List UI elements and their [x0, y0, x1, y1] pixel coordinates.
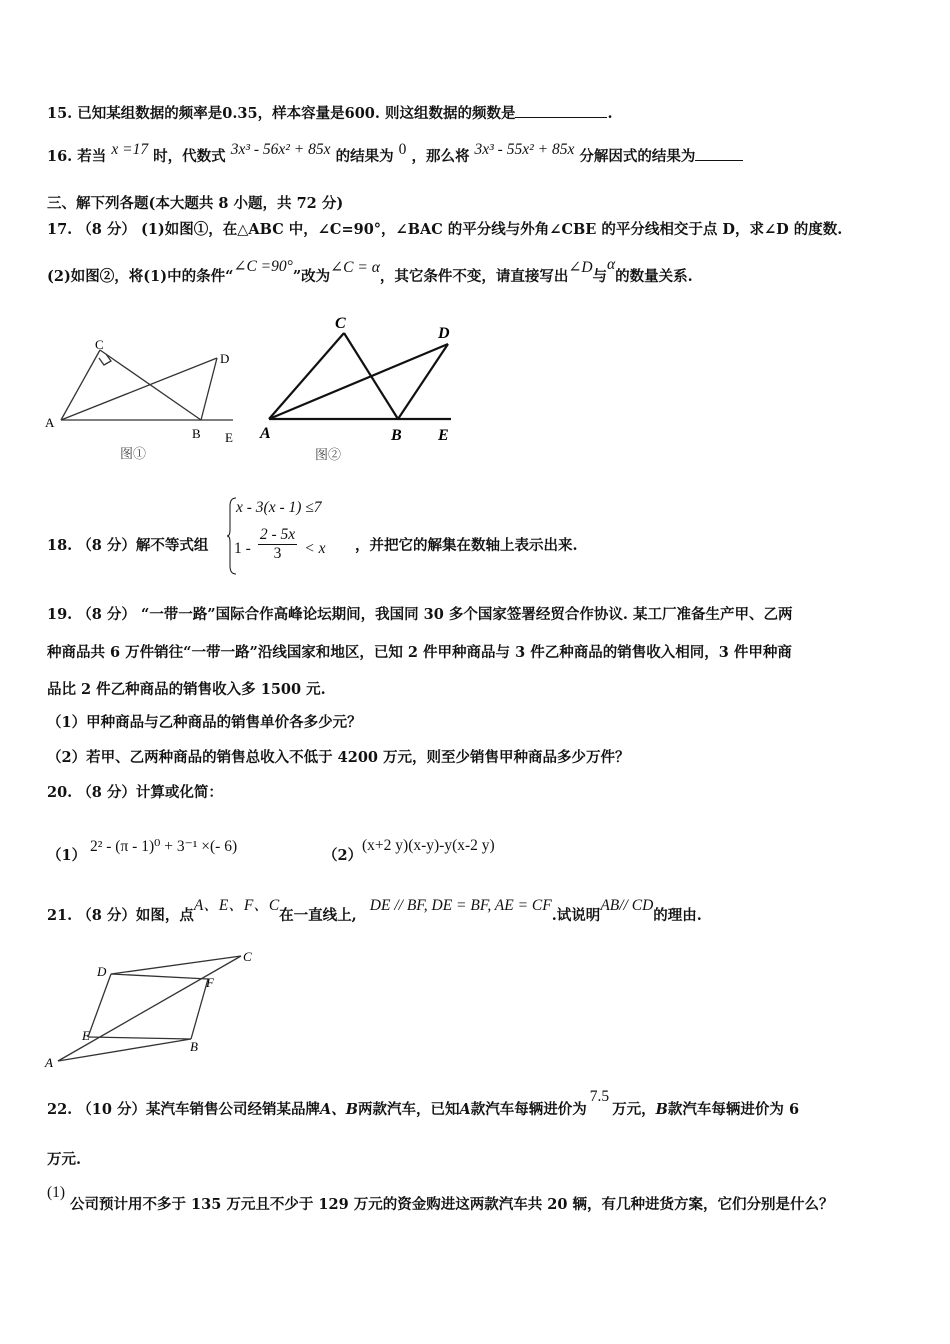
- q16-expression-2: 3x³ - 55x² + 85x: [474, 141, 575, 158]
- q19-subquestion-1: （1）甲种商品与乙种商品的销售单价各多少元？: [47, 714, 362, 731]
- q16-result-zero: 0: [398, 141, 407, 158]
- q21-text-1: 21. （8 分）如图，点: [47, 907, 194, 924]
- q16-x-value: x =17: [111, 141, 149, 158]
- q15-text: 已知某组数据的频率是0.35，样本容量是600. 则这组数据的频数是: [77, 105, 516, 122]
- fig1-label-e: E: [225, 430, 233, 445]
- q16-text-4: ，那么将: [411, 148, 470, 165]
- q22-line-2: 万元.: [47, 1151, 82, 1168]
- q21-label-f: F: [206, 975, 214, 990]
- q18-suffix: ，并把它的解集在数轴上表示出来.: [355, 537, 578, 554]
- q17-text-2: ”改为: [292, 268, 331, 285]
- fig1-label-d: D: [220, 351, 230, 366]
- q17-text-3: ，其它条件不变，请直接写出: [379, 268, 569, 285]
- q18-fraction-denominator: 3: [273, 545, 282, 562]
- q17-condition-original: ∠C =90°: [233, 258, 293, 275]
- q22-sub1-label: (1): [47, 1184, 66, 1201]
- q21-label-c: C: [243, 949, 252, 964]
- q17-angle-d: ∠D: [568, 259, 593, 276]
- q21-goal: AB// CD: [600, 897, 654, 914]
- question-22: [47, 1088, 800, 1120]
- q16-number: 16.: [47, 148, 73, 165]
- q19-line-3: 品比 2 件乙种商品的销售收入多 1500 元.: [47, 681, 326, 698]
- q18-inequality-2: [234, 526, 326, 563]
- q18-ineq2-lead: 1 -: [234, 540, 251, 557]
- fig2-label-b: B: [391, 427, 402, 444]
- fig2-caption: 图②: [315, 447, 342, 462]
- fig2-label-e: E: [438, 427, 449, 444]
- q17-text-4: 与: [592, 268, 608, 285]
- q21-label-e: E: [82, 1028, 90, 1043]
- q19-line-2: 种商品共 6 万件销往“一带一路”沿线国家和地区，已知 2 件甲种商品与 3 件乙种商品的销售收入相同，3 件甲种商: [47, 644, 792, 661]
- question-21: [47, 897, 702, 926]
- q17-condition-new: ∠C = α: [330, 259, 380, 276]
- fig1-caption: 图①: [120, 446, 147, 461]
- q22-model-a: A: [459, 1101, 471, 1118]
- question-15: [47, 103, 613, 124]
- q18-fraction: [258, 526, 297, 563]
- q18-prefix: 18. （8 分）解不等式组: [47, 537, 209, 554]
- q20-sub2-expression: (x+2 y)(x-y)-y(x-2 y): [362, 837, 495, 854]
- q22-text-3: 款汽车每辆进价为: [470, 1101, 587, 1118]
- fig1-label-b: B: [192, 426, 201, 441]
- q20-sub2-label: （2）: [323, 847, 363, 864]
- q17-line-2: [47, 256, 693, 287]
- q16-text-3: 的结果为: [335, 148, 394, 165]
- q15-period: .: [607, 105, 613, 122]
- q18-inequality-1: x - 3(x - 1) ≤7: [236, 499, 322, 516]
- section-3-heading: 三、解下列各题(本大题共 8 小题，共 72 分): [47, 195, 344, 212]
- q17-figure-2: [255, 310, 470, 465]
- q19-subquestion-2: （2）若甲、乙两种商品的销售总收入不低于 4200 万元，则至少销售甲种商品多少万件？: [47, 749, 630, 766]
- q22-text-5: 款汽车每辆进价为 6: [667, 1101, 800, 1118]
- q21-label-d: D: [97, 964, 107, 979]
- q16-text-1: 若当: [77, 148, 107, 165]
- q21-label-a: A: [45, 1055, 53, 1070]
- fig1-label-a: A: [45, 415, 55, 430]
- q21-label-b: B: [190, 1039, 198, 1054]
- q21-figure: [40, 945, 270, 1070]
- q16-answer-blank: [695, 146, 743, 161]
- q20-title: 20. （8 分）计算或化简：: [47, 784, 223, 801]
- q15-number: 15.: [47, 105, 73, 122]
- q17-figure-1: [40, 330, 250, 465]
- q21-conditions: DE // BF, DE = BF, AE = CF: [369, 897, 552, 914]
- q17-alpha: α: [607, 256, 616, 273]
- q16-expression-1: 3x³ - 56x² + 85x: [230, 141, 331, 158]
- q22-subquestion-1: 公司预计用不多于 135 万元且不少于 129 万元的资金购进这两款汽车共 20 辆，有几种进货方案，它们分别是什么？: [70, 1196, 834, 1213]
- q21-text-2: 在一直线上,: [279, 907, 357, 924]
- q22-model-b: B: [655, 1101, 668, 1118]
- q18-fraction-numerator: 2 - 5x: [259, 526, 296, 543]
- q15-answer-blank: [515, 103, 607, 118]
- q21-text-3: .试说明: [551, 907, 601, 924]
- q21-points: A、E、F、C: [193, 897, 280, 914]
- fig1-label-c: C: [95, 337, 104, 352]
- q17-text-5: 的数量关系.: [615, 268, 693, 285]
- q16-text-5: 分解因式的结果为: [579, 148, 696, 165]
- q21-text-4: 的理由.: [653, 907, 702, 924]
- q19-line-1: 19. （8 分） “一带一路”国际合作高峰论坛期间，我国同 30 多个国家签署经贸合作协议. 某工厂准备生产甲、乙两: [47, 606, 793, 623]
- q22-text-4: 万元，: [612, 1101, 656, 1118]
- question-16: [47, 141, 743, 167]
- q22-price-a: 7.5: [589, 1088, 610, 1105]
- fig2-label-a: A: [260, 425, 271, 442]
- q16-text-2: 时，代数式: [153, 148, 226, 165]
- q22-models: A、B: [320, 1101, 359, 1118]
- fig2-label-d: D: [438, 325, 450, 342]
- q22-text-2: 两款汽车，已知: [358, 1101, 460, 1118]
- q18-ineq2-tail: < x: [304, 540, 326, 557]
- q17-line-1: 17. （8 分） (1)如图①，在△ABC 中，∠C=90°，∠BAC 的平分线与外角∠CBE 的平分线相交于点 D，求∠D 的度数.: [47, 221, 843, 238]
- q22-text-1: 22. （10 分）某汽车销售公司经销某品牌: [47, 1101, 320, 1118]
- q17-text-1: (2)如图②，将(1)中的条件“: [47, 268, 234, 285]
- q20-sub1-expression: 2² - (π - 1)⁰ + 3⁻¹ ×(- 6): [90, 838, 238, 855]
- q20-sub1-label: （1）: [47, 847, 87, 864]
- fig2-label-c: C: [335, 315, 346, 332]
